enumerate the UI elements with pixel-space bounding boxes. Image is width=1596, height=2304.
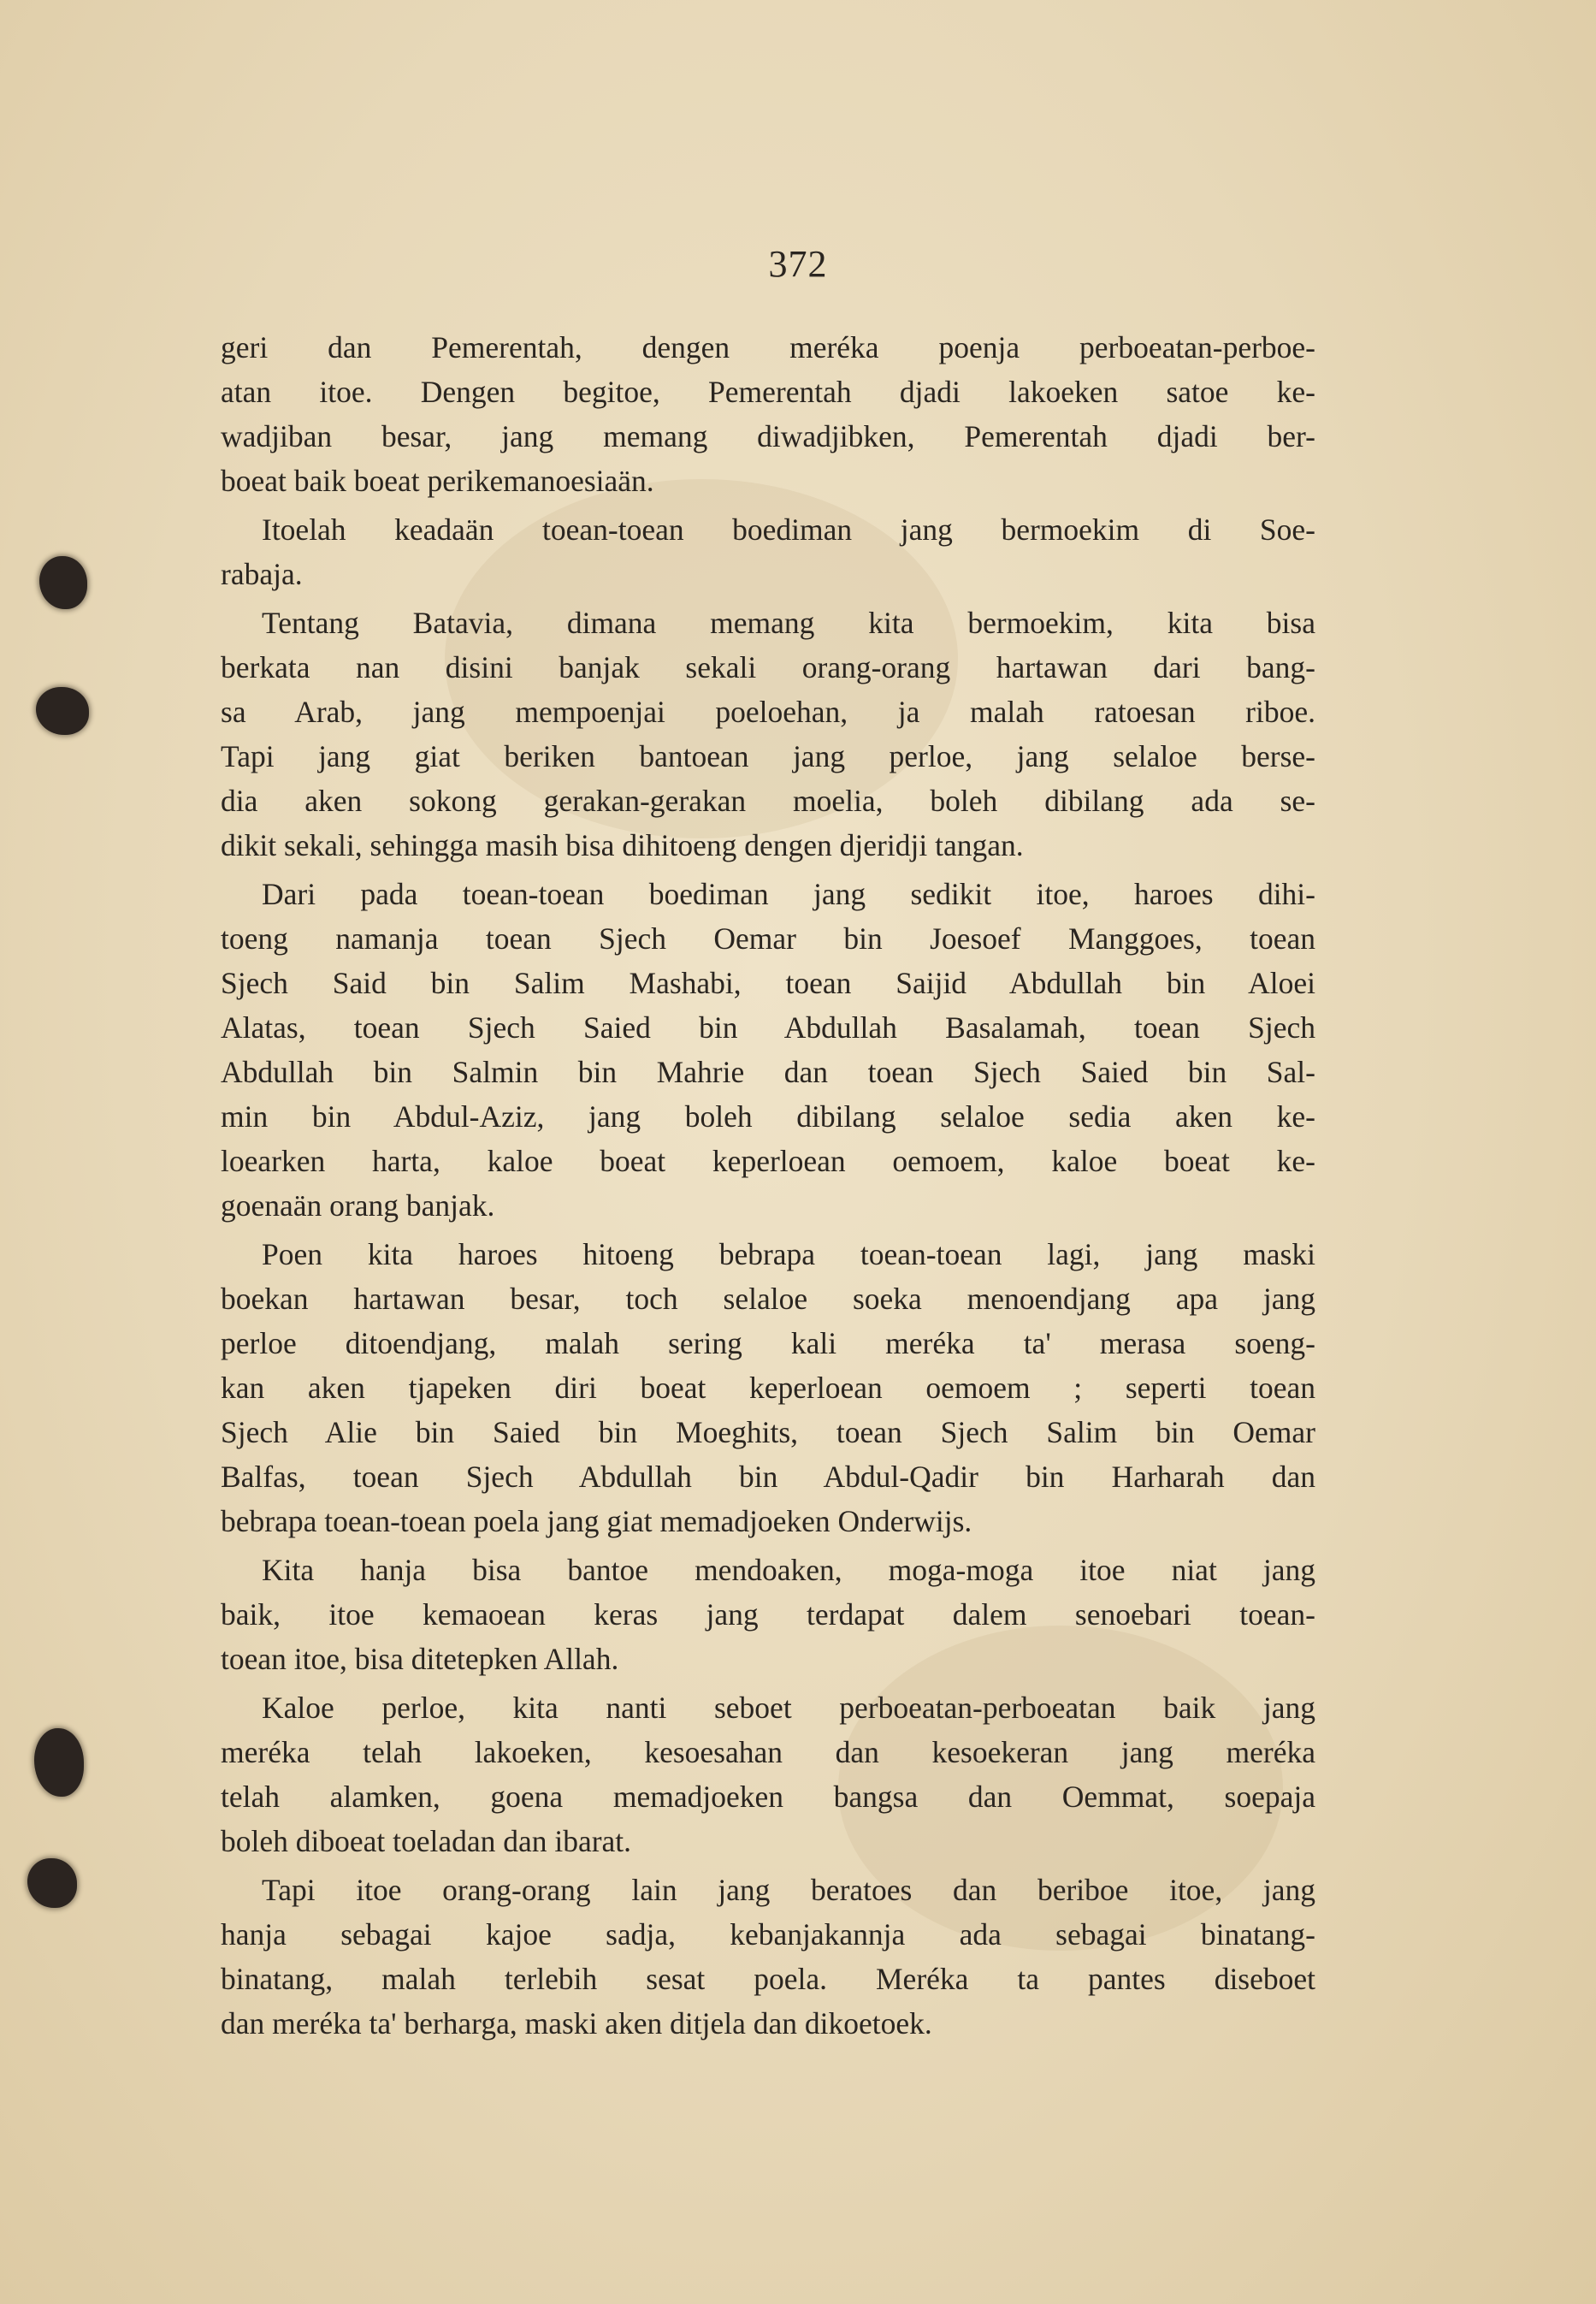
text-line: binatang, malah terlebih sesat poela. Meréka ta pantes diseboet [221,1962,1315,1996]
text-line: Tapi itoe orang-orang lain jang beratoes dan beriboe itoe, jang [262,1873,1315,1907]
text-line: wadjiban besar, jang memang diwadjibken, Pemerentah djadi ber- [221,419,1315,453]
text-line: Kita hanja bisa bantoe mendoaken, moga-moga itoe niat jang [262,1553,1315,1587]
paragraph [221,1685,1315,1863]
text-line: min bin Abdul-Aziz, jang boleh dibilang selaloe sedia aken ke- [221,1099,1315,1134]
text-line: Tentang Batavia, dimana memang kita bermoekim, kita bisa [262,606,1315,640]
paragraph [221,1868,1315,2046]
text-line: Dari pada toean-toean boediman jang sedikit itoe, haroes dihi- [262,877,1315,911]
text-line: Tapi jang giat beriken bantoean jang perloe, jang selaloe berse- [221,739,1315,773]
paragraph [221,507,1315,596]
text-line: goenaän orang banjak. [221,1188,495,1223]
text-line: loearken harta, kaloe boeat keperloean oemoem, kaloe boeat ke- [221,1144,1315,1178]
text-line: toean itoe, bisa ditetepken Allah. [221,1642,619,1676]
text-line: geri dan Pemerentah, dengen meréka poenja perboeatan-perboe- [221,330,1315,364]
text-line: Alatas, toean Sjech Saied bin Abdullah Basalamah, toean Sjech [221,1010,1315,1045]
text-line: berkata nan disini banjak sekali orang-orang hartawan dari bang- [221,650,1315,684]
text-line: rabaja. [221,557,303,591]
text-line: Itoelah keadaän toean-toean boediman jang bermoekim di Soe- [262,512,1315,547]
binding-hole [39,556,87,609]
paragraph [221,601,1315,868]
text-line: boleh diboeat toeladan dan ibarat. [221,1824,632,1858]
text-line: hanja sebagai kajoe sadja, kebanjakannja ada sebagai binatang- [221,1917,1315,1952]
text-line: boeat baik boeat perikemanoesiaän. [221,464,654,498]
text-line: kan aken tjapeken diri boeat keperloean oemoem ; seperti toean [221,1371,1315,1405]
text-line: Sjech Said bin Salim Mashabi, toean Saijid Abdullah bin Aloei [221,966,1315,1000]
paragraph [221,872,1315,1228]
text-line: Sjech Alie bin Saied bin Moeghits, toean Sjech Salim bin Oemar [221,1415,1315,1449]
text-line: dia aken sokong gerakan-gerakan moelia, boleh dibilang ada se- [221,784,1315,818]
text-line: Poen kita haroes hitoeng bebrapa toean-toean lagi, jang maski [262,1237,1315,1271]
binding-hole [36,687,89,735]
text-line: boekan hartawan besar, toch selaloe soeka menoendjang apa jang [221,1282,1315,1316]
paragraph [221,325,1315,503]
text-line: dan meréka ta' berharga, maski aken ditjela dan dikoetoek. [221,2006,932,2040]
text-line: Abdullah bin Salmin bin Mahrie dan toean Sjech Saied bin Sal- [221,1055,1315,1089]
text-line: bebrapa toean-toean poela jang giat memadjoeken Onderwijs. [221,1504,972,1538]
text-line: baik, itoe kemaoean keras jang terdapat dalem senoebari toean- [221,1597,1315,1632]
binding-hole [34,1728,84,1797]
text-line: toeng namanja toean Sjech Oemar bin Joesoef Manggoes, toean [221,921,1315,956]
binding-hole [27,1858,77,1908]
text-line: telah alamken, goena memadjoeken bangsa dan Oemmat, soepaja [221,1780,1315,1814]
paragraph [221,1548,1315,1681]
text-line: Balfas, toean Sjech Abdullah bin Abdul-Qadir bin Harharah dan [221,1460,1315,1494]
paragraph [221,1232,1315,1543]
body-text [221,325,1315,2050]
text-line: perloe ditoendjang, malah sering kali meréka ta' merasa soeng- [221,1326,1315,1360]
text-line: dikit sekali, sehingga masih bisa dihitoeng dengen djeridji tangan. [221,828,1024,862]
text-line: atan itoe. Dengen begitoe, Pemerentah djadi lakoeken satoe ke- [221,375,1315,409]
text-line: sa Arab, jang mempoenjai poeloehan, ja malah ratoesan riboe. [221,695,1315,729]
text-line: meréka telah lakoeken, kesoesahan dan kesoekeran jang meréka [221,1735,1315,1769]
page-number: 372 [768,243,828,285]
text-line: Kaloe perloe, kita nanti seboet perboeatan-perboeatan baik jang [262,1691,1315,1725]
